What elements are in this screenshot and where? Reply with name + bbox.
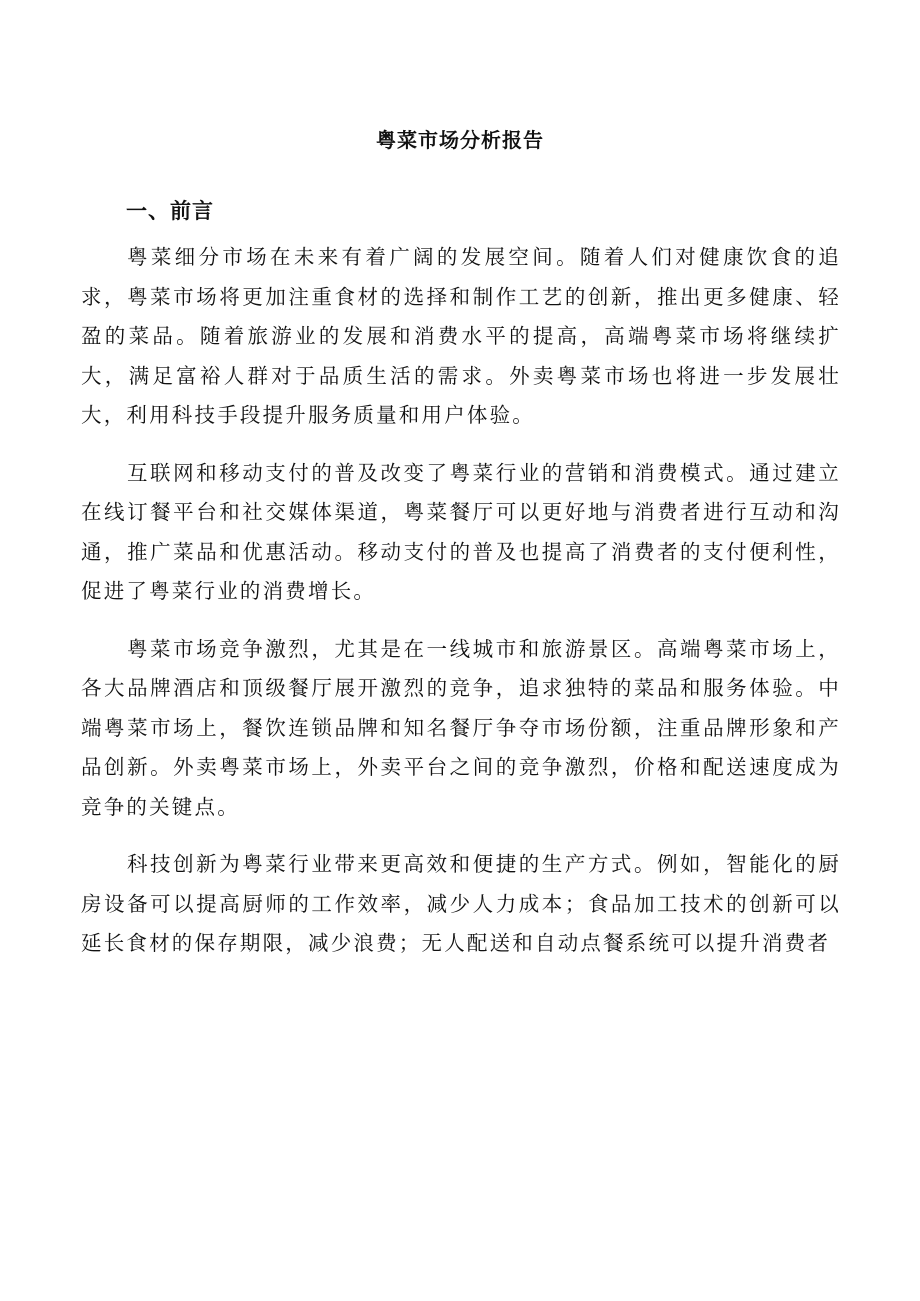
paragraph-4: 科技创新为粤菜行业带来更高效和便捷的生产方式。例如，智能化的厨房设备可以提高厨师的工作效率，减少人力成本；食品加工技术的创新可以延长食材的保存期限，减少浪费；无人配送和自动点餐系统可以提升消费者 (81, 852, 841, 955)
document-body (81, 238, 841, 982)
paragraph-1: 粤菜细分市场在未来有着广阔的发展空间。随着人们对健康饮食的追求，粤菜市场将更加注重食材的选择和制作工艺的创新，推出更多健康、轻盈的菜品。随着旅游业的发展和消费水平的提高，高端粤菜市场将继续扩大，满足富裕人群对于品质生活的需求。外卖粤菜市场也将进一步发展壮大，利用科技手段提升服务质量和用户体验。 (81, 245, 841, 427)
paragraph-3: 粤菜市场竞争激烈，尤其是在一线城市和旅游景区。高端粤菜市场上，各大品牌酒店和顶级餐厅展开激烈的竞争，追求独特的菜品和服务体验。中端粤菜市场上，餐饮连锁品牌和知名餐厅争夺市场份额，注重品牌形象和产品创新。外卖粤菜市场上，外卖平台之间的竞争激烈，价格和配送速度成为竞争的关键点。 (81, 636, 841, 819)
paragraph-2: 互联网和移动支付的普及改变了粤菜行业的营销和消费模式。通过建立在线订餐平台和社交媒体渠道，粤菜餐厅可以更好地与消费者进行互动和沟通，推广菜品和优惠活动。移动支付的普及也提高了消费者的支付便利性，促进了粤菜行业的消费增长。 (81, 460, 841, 603)
document-title: 粤菜市场分析报告 (376, 128, 544, 152)
section-heading: 一、前言 (126, 198, 214, 223)
